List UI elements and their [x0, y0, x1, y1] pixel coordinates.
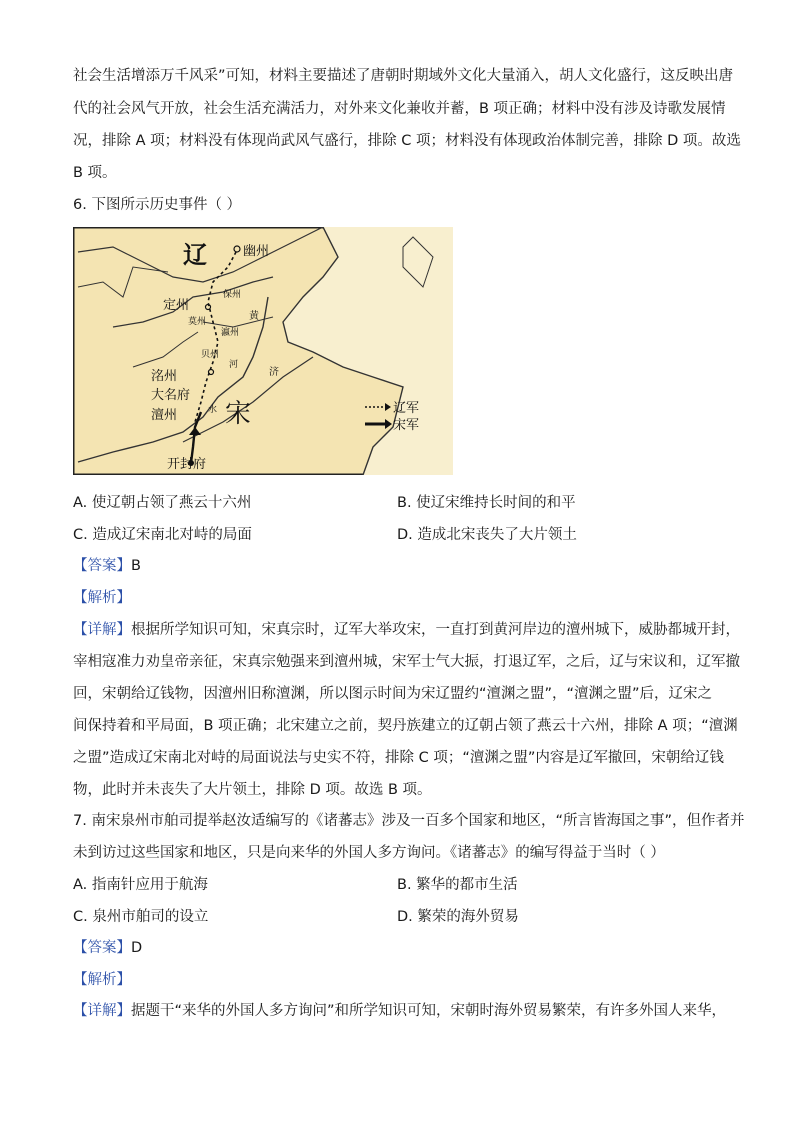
map-label-yingzhou: 瀛州: [221, 328, 240, 338]
map-label-beizhou: 贝州: [201, 350, 220, 360]
q6-detail-line-6: 物，此时并未丧失了大片领土，排除 D 项。故选 B 项。: [73, 782, 432, 798]
q7-option-c: C. 泉州市舶司的设立: [73, 909, 209, 925]
q6-detail-line-4: 间保持着和平局面，B 项正确；北宋建立之前，契丹族建立的辽朝占领了燕云十六州，排除 A 项；“澶渊: [73, 718, 738, 734]
q7-detail-tag: 【详解】: [73, 1003, 131, 1019]
map-label-baozhou: 保州: [223, 290, 242, 300]
q6-detail-line-2: 宰相寇准力劝皇帝亲征，宋真宗勉强来到澶州城，宋军士气大振，打退辽军，之后，辽与宋议和，辽军撤: [73, 654, 740, 670]
q7-stem-line-2: 未到访过这些国家和地区，只是向来华的外国人多方询问。《诸蕃志》的编写得益于当时（ ）: [73, 845, 665, 861]
q7-option-a: A. 指南针应用于航海: [73, 877, 208, 893]
q6-detail-tag: 【详解】: [73, 622, 131, 638]
q7-analysis-tag: [73, 970, 131, 990]
q6-detail-text-1: 根据所学知识可知，宋真宗时，辽军大举攻宋，一直打到黄河岸边的澶州城下，威胁都城开封，: [131, 622, 740, 638]
legend-song-label: 宋军: [393, 418, 420, 433]
q7-analysis-label: 【解析】: [73, 972, 131, 988]
q6-option-c: C. 造成辽宋南北对峙的局面: [73, 527, 252, 543]
map-label-shui: 水: [208, 405, 218, 415]
q6-answer-tag: 【答案】: [73, 558, 131, 574]
q7-option-b: B. 繁华的都市生活: [397, 877, 518, 893]
q6-detail-line-5: 之盟”造成辽宋南北对峙的局面说法与史实不符，排除 C 项；“澶渊之盟”内容是辽军撤回，宋朝给辽钱: [73, 750, 724, 766]
legend-liao-label: 辽军: [393, 401, 420, 416]
q6-option-b: B. 使辽宋维持长时间的和平: [397, 495, 576, 511]
map-label-mozhou: 莫州: [188, 317, 207, 327]
q7-answer: [73, 938, 142, 958]
q7-option-d: D. 繁荣的海外贸易: [397, 909, 519, 925]
map-label-daming: 大名府: [151, 388, 191, 403]
map-label-dingzhou: 定州: [163, 298, 190, 313]
map-label-song: 宋: [225, 399, 252, 429]
intro-line-2: 代的社会风气开放，社会生活充满活力，对外来文化兼收并蓄，B 项正确；材料中没有涉及诗歌发展情: [73, 101, 726, 117]
q7-detail-text-1: 据题干“来华的外国人多方询问”和所学知识可知，宋朝时海外贸易繁荣，有许多外国人来华，: [131, 1003, 727, 1019]
q7-stem-line-1: 7. 南宋泉州市舶司提举赵汝适编写的《诸蕃志》涉及一百多个国家和地区，“所言皆海国之事”，但作者并: [73, 813, 745, 829]
map-label-youzhou: 幽州: [243, 244, 270, 259]
q6-stem: 6. 下图所示历史事件（ ）: [73, 197, 242, 213]
map-label-liao: 辽: [183, 241, 207, 269]
map-label-chanzhou: 澶州: [151, 408, 178, 423]
q6-option-a: A. 使辽朝占领了燕云十六州: [73, 495, 252, 511]
map-label-huang: 黄: [249, 311, 259, 322]
q7-answer-tag: 【答案】: [73, 940, 131, 956]
q7-detail-line-1: [73, 1001, 726, 1021]
intro-line-4: B 项。: [73, 165, 117, 181]
q6-option-d: D. 造成北宋丧失了大片领土: [397, 527, 577, 543]
q6-detail-line-3: 回，宋朝给辽钱物，因澶州旧称澶渊，所以图示时间为宋辽盟约“澶渊之盟”，“澶渊之盟”后，辽宋之: [73, 686, 713, 702]
map-label-ji: 济: [269, 367, 279, 378]
liao-song-map: [73, 227, 453, 475]
q6-analysis-label: 【解析】: [73, 590, 131, 606]
map-label-he: 河: [229, 360, 239, 370]
intro-line-3: 况，排除 A 项；材料没有体现尚武风气盛行，排除 C 项；材料没有体现政治体制完善，排除 D 项。故选: [73, 133, 741, 149]
map-label-luozhou: 洺州: [151, 369, 178, 384]
q6-answer-value: B: [131, 558, 141, 574]
q6-detail-line-1: [73, 620, 740, 640]
q7-answer-value: D: [131, 940, 143, 956]
q6-analysis-tag: [73, 588, 131, 608]
q6-answer: [73, 556, 141, 576]
intro-line-1: 社会生活增添万千风采”可知，材料主要描述了唐朝时期域外文化大量涌入，胡人文化盛行，这反映出唐: [73, 68, 734, 84]
map-label-kaifeng: 开封府: [167, 457, 207, 472]
